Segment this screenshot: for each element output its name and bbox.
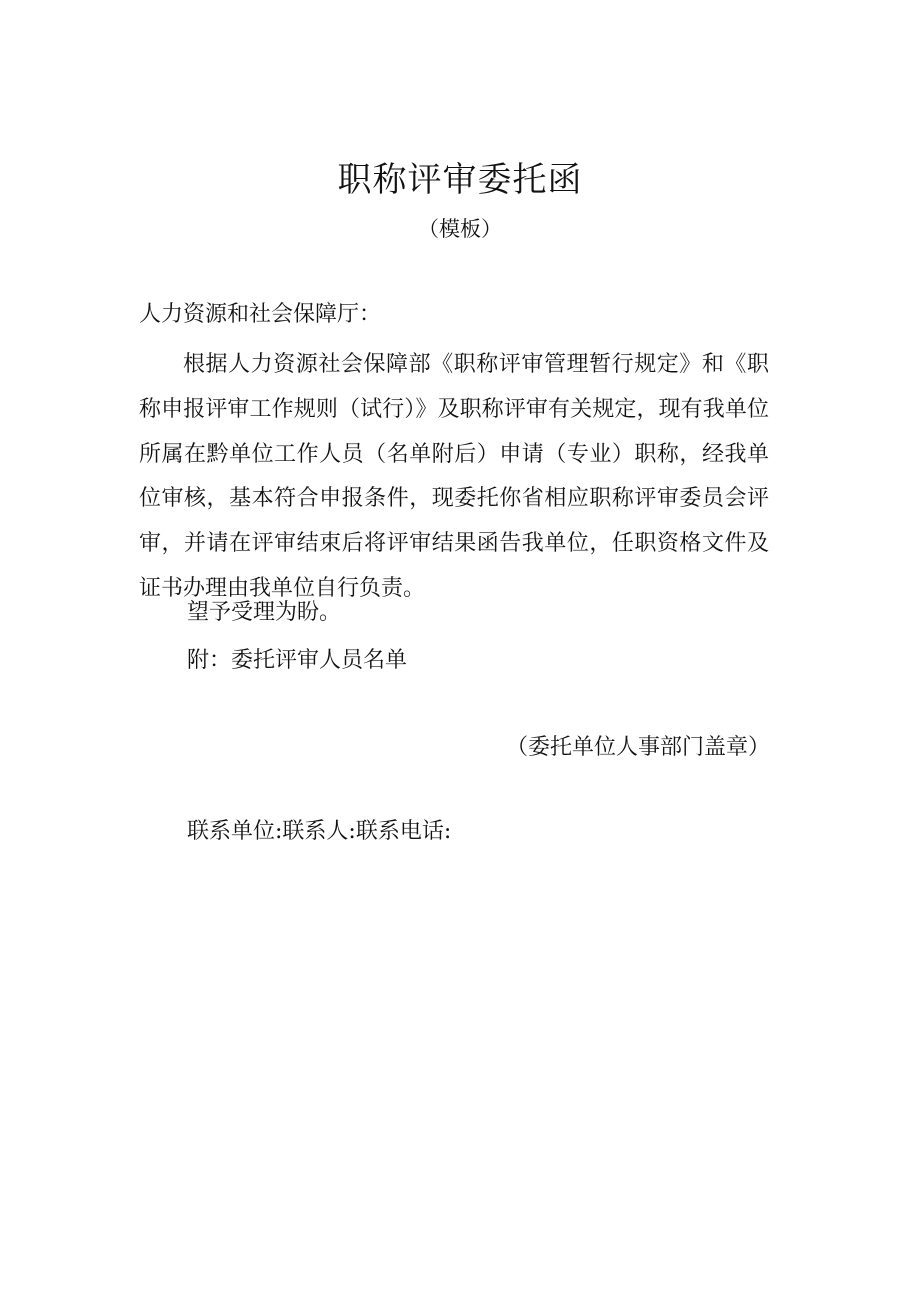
- stamp-note: （委托单位人事部门盖章）: [505, 735, 770, 760]
- document-subtitle: （模板）: [418, 217, 502, 241]
- closing-line: 望予受理为盼。: [187, 600, 342, 625]
- contact-line: 联系单位:联系人:联系电话:: [187, 819, 452, 844]
- body-paragraph: 根据人力资源社会保障部《职称评审管理暂行规定》和《职称申报评审工作规则（试行）》及职称评审有关规定，现有我单位所属在黔单位工作人员（名单附后）申请（专业）职称，经我单位审核，基本符合申报条件，现委托你省相应职称评审委员会评审，并请在评审结束后将评审结果函告我单位，任职资格文件及证书办理由我单位自行负责。: [139, 352, 769, 601]
- attachment-line: 附：委托评审人员名单: [187, 648, 408, 673]
- salutation: 人力资源和社会保障厅：: [139, 302, 382, 327]
- document-title: 职称评审委托函: [337, 160, 583, 200]
